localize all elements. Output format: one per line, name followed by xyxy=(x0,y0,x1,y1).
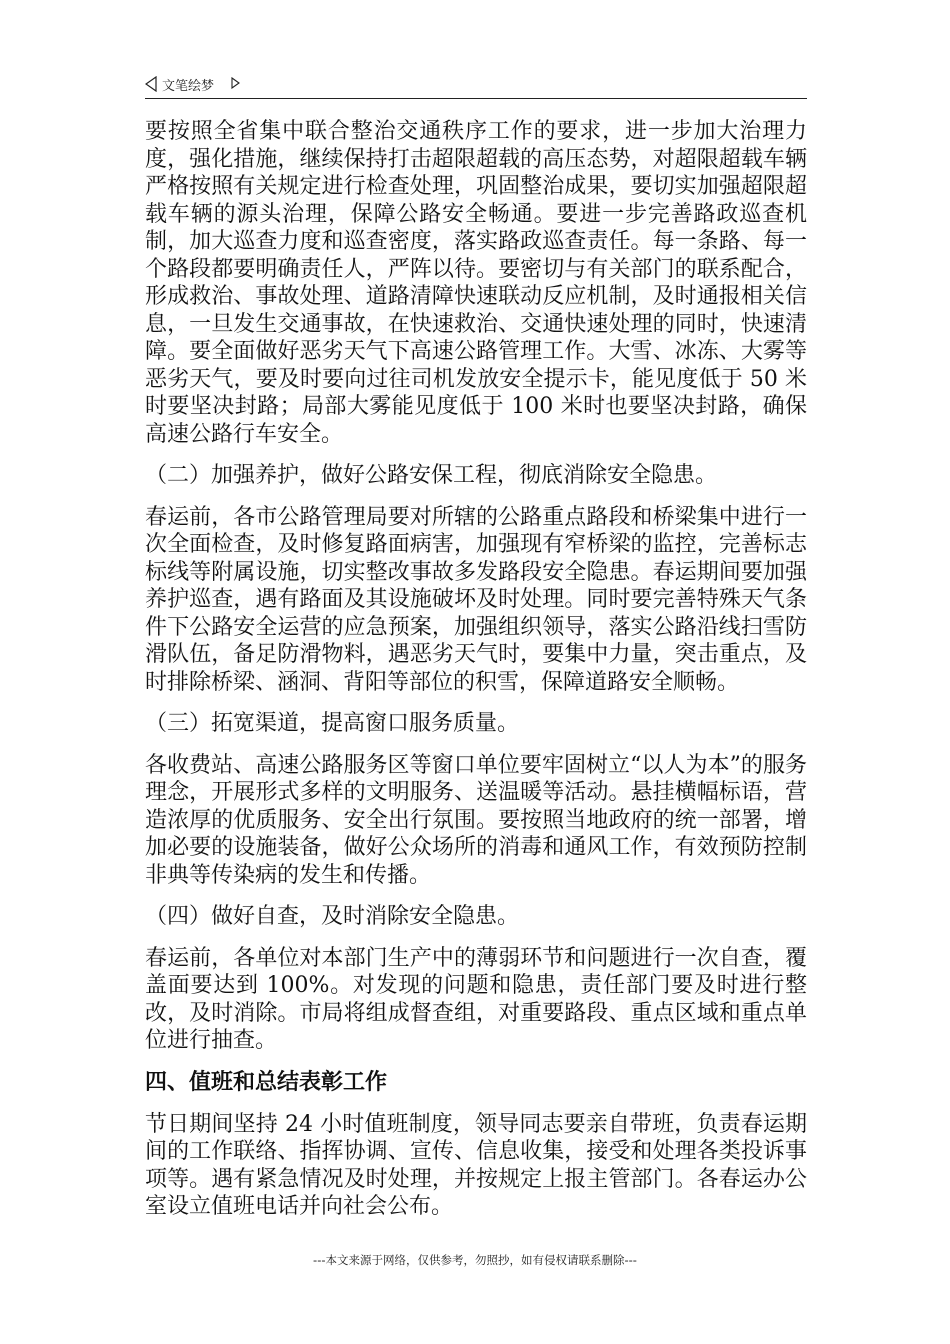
triangle-left-icon xyxy=(145,76,157,92)
paragraph: 春运前，各单位对本部门生产中的薄弱环节和问题进行一次自查，覆盖面要达到 100%。对发现的问题和隐患，责任部门要及时进行整改，及时消除。市局将组成督查组，对重要路段、重点区域和重点单位进行抽查。 xyxy=(145,945,807,1053)
paragraph: 春运前，各市公路管理局要对所辖的公路重点路段和桥梁集中进行一次全面检查，及时修复路面病害，加强现有窄桥梁的监控，完善标志标线等附属设施，切实整改事故多发路段安全隐患。春运期间要加强养护巡查，遇有路面及其设施破坏及时处理。同时要完善特殊天气条件下公路安全运营的应急预案，加强组织领导，落实公路沿线扫雪防滑队伍，备足防滑物料，遇恶劣天气时，要集中力量，突击重点，及时排除桥梁、涵洞、背阳等部位的积雪，保障道路安全顺畅。 xyxy=(145,504,807,695)
footer-disclaimer: ---本文来源于网络，仅供参考，勿照抄，如有侵权请联系删除--- xyxy=(313,1253,637,1267)
paragraph: 要按照全省集中联合整治交通秩序工作的要求，进一步加大治理力度，强化措施，继续保持打击超限超载的高压态势，对超限超载车辆严格按照有关规定进行检查处理，巩固整治成果，要切实加强超限超载车辆的源头治理，保障公路安全畅通。要进一步完善路政巡查机制，加大巡查力度和巡查密度，落实路政巡查责任。每一条路、每一个路段都要明确责任人，严阵以待。要密切与有关部门的联系配合，形成救治、事故处理、道路清障快速联动反应机制，及时通报相关信息，一旦发生交通事故，在快速救治、交通快速处理的同时，快速清障。要全面做好恶劣天气下高速公路管理工作。大雪、冰冻、大雾等恶劣天气，要及时要向过往司机发放安全提示卡，能见度低于 50 米时要坚决封路；局部大雾能见度低于 100 米时也要坚决封路，确保高速公路行车安全。 xyxy=(145,119,807,447)
paragraph: 各收费站、高速公路服务区等窗口单位要牢固树立“以人为本”的服务理念，开展形式多样的文明服务、送温暖等活动。悬挂横幅标语，营造浓厚的优质服务、安全出行氛围。要按照当地政府的统一部署，增加必要的设施装备，做好公众场所的消毒和通风工作，有效预防控制非典等传染病的发生和传播。 xyxy=(145,752,807,888)
paragraph: 节日期间坚持 24 小时值班制度，领导同志要亲自带班，负责春运期间的工作联络、指挥协调、宣传、信息收集，接受和处理各类投诉事项等。遇有紧急情况及时处理，并按规定上报主管部门。各春运办公室设立值班电话并向社会公布。 xyxy=(145,1111,807,1219)
triangle-right-icon xyxy=(231,77,240,89)
subsection-heading: （四）做好自查，及时消除安全隐患。 xyxy=(145,904,520,929)
page-header xyxy=(145,74,807,99)
section-heading: 四、值班和总结表彰工作 xyxy=(145,1069,388,1095)
subsection-heading: （三）拓宽渠道，提高窗口服务质量。 xyxy=(145,711,520,736)
subsection-heading: （二）加强养护，做好公路安保工程，彻底消除安全隐患。 xyxy=(145,463,718,488)
document-body xyxy=(145,118,807,1221)
header-brand: 文笔绘梦 xyxy=(162,79,215,94)
